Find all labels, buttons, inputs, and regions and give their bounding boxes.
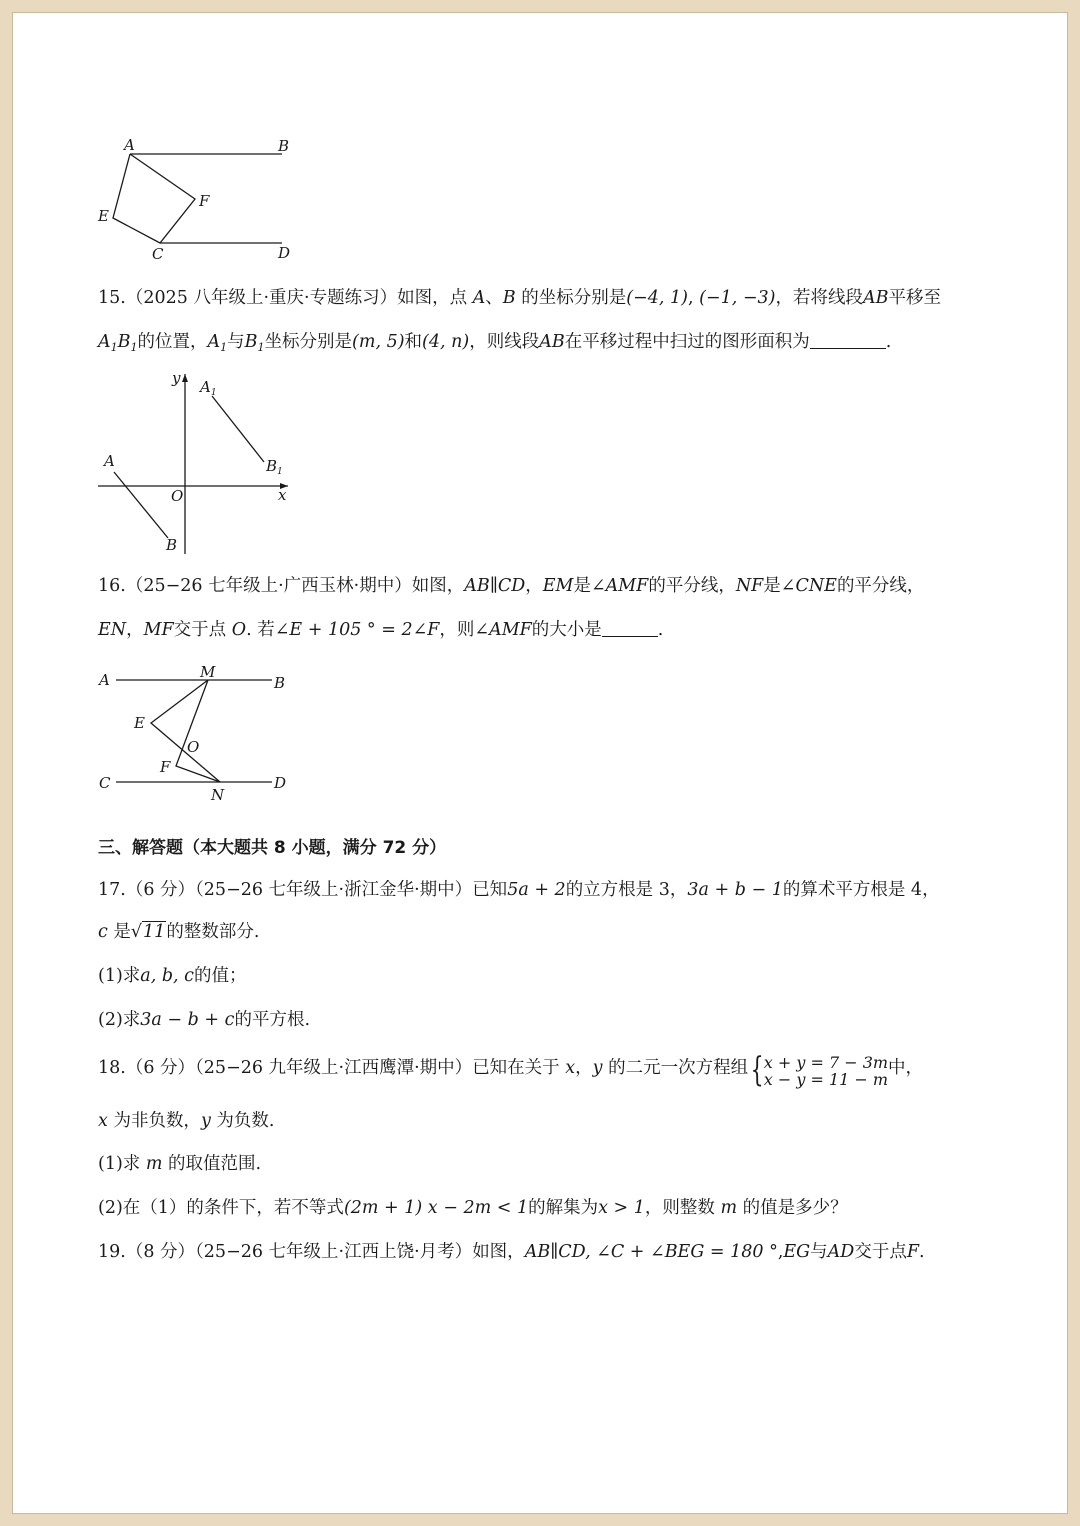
q18-line1: 18.（6 分）（25−26 九年级上·江西鹰潭·期中）已知在关于 x，y 的二元一次方程组{x + y = 7 − 3m x − y = 11 − m中， [98,1050,924,1090]
label-C: C [99,774,111,792]
label-B: B [278,137,290,155]
q15-line2: $A_1B_1$的位置，$A_1$与$B_1$坐标分别是(m, 5)和(4, n)，则线段AB在平移过程中扫过的图形面积为 . [98,332,892,354]
label-F: F [160,758,171,776]
q16-line2: EN，MF交于点 O. 若∠E + 105 ° = 2∠F，则∠AMF的大小是 . [98,620,664,640]
label-B: B [166,536,178,554]
section-heading: 三、解答题（本大题共 8 小题，满分 72 分） [98,838,447,858]
equation-system: x + y = 7 − 3m x − y = 11 − m [763,1053,889,1089]
label-F: F [199,192,210,210]
label-A: A [124,136,135,154]
label-E: E [98,207,109,225]
answer-blank-q16[interactable] [602,636,658,637]
q16-line1: 16.（25−26 七年级上·广西玉林·期中）如图，AB∥CD，EM是∠AMF的平分线，NF是∠CNE的平分线， [98,576,925,596]
label-N: N [211,786,225,804]
label-A: A [99,671,110,689]
label-M: M [200,663,216,681]
label-D: D [278,244,291,262]
answer-blank-q15[interactable] [810,348,886,349]
label-A: A [104,452,115,470]
q18-part1: (1)求 m 的取值范围. [98,1154,262,1174]
label-E: E [134,714,145,732]
label-x: x [278,486,287,504]
q15-line1: 15.（2025 八年级上·重庆·专题练习）如图，点 A、B 的坐标分别是(−4, 1), (−1, −3)，若将线段AB平移至 [98,288,941,308]
figure-q15 [92,366,302,560]
system-brace: { [750,1050,764,1090]
label-O: O [187,738,200,756]
figure-q14 [92,134,302,264]
label-B: B [274,674,286,692]
q17-part1: (1)求a, b, c的值； [98,966,247,986]
label-C: C [152,245,164,263]
q17-part2: (2)求3a − b + c的平方根. [98,1010,311,1030]
label-B1: $B_1$ [266,457,283,477]
label-y: y [172,369,181,387]
q18-part2: (2)在（1）的条件下，若不等式(2m + 1) x − 2m < 1的解集为x > 1，则整数 m 的值是多少？ [98,1198,848,1218]
q17-line2: c 是√11的整数部分. [98,922,260,942]
label-O: O [171,487,184,505]
label-D: D [274,774,287,792]
label-A1: $A_1$ [200,378,217,398]
q18-line2: x 为非负数，y 为负数. [98,1111,275,1131]
figure-q16 [92,660,302,806]
q19-line1: 19.（8 分）（25−26 七年级上·江西上饶·月考）如图，AB∥CD, ∠C + ∠BEG = 180 °,EG与AD交于点F. [98,1242,925,1262]
q17-line1: 17.（6 分）（25−26 七年级上·浙江金华·期中）已知5a + 2的立方根是 3，3a + b − 1的算术平方根是 4， [98,880,940,900]
